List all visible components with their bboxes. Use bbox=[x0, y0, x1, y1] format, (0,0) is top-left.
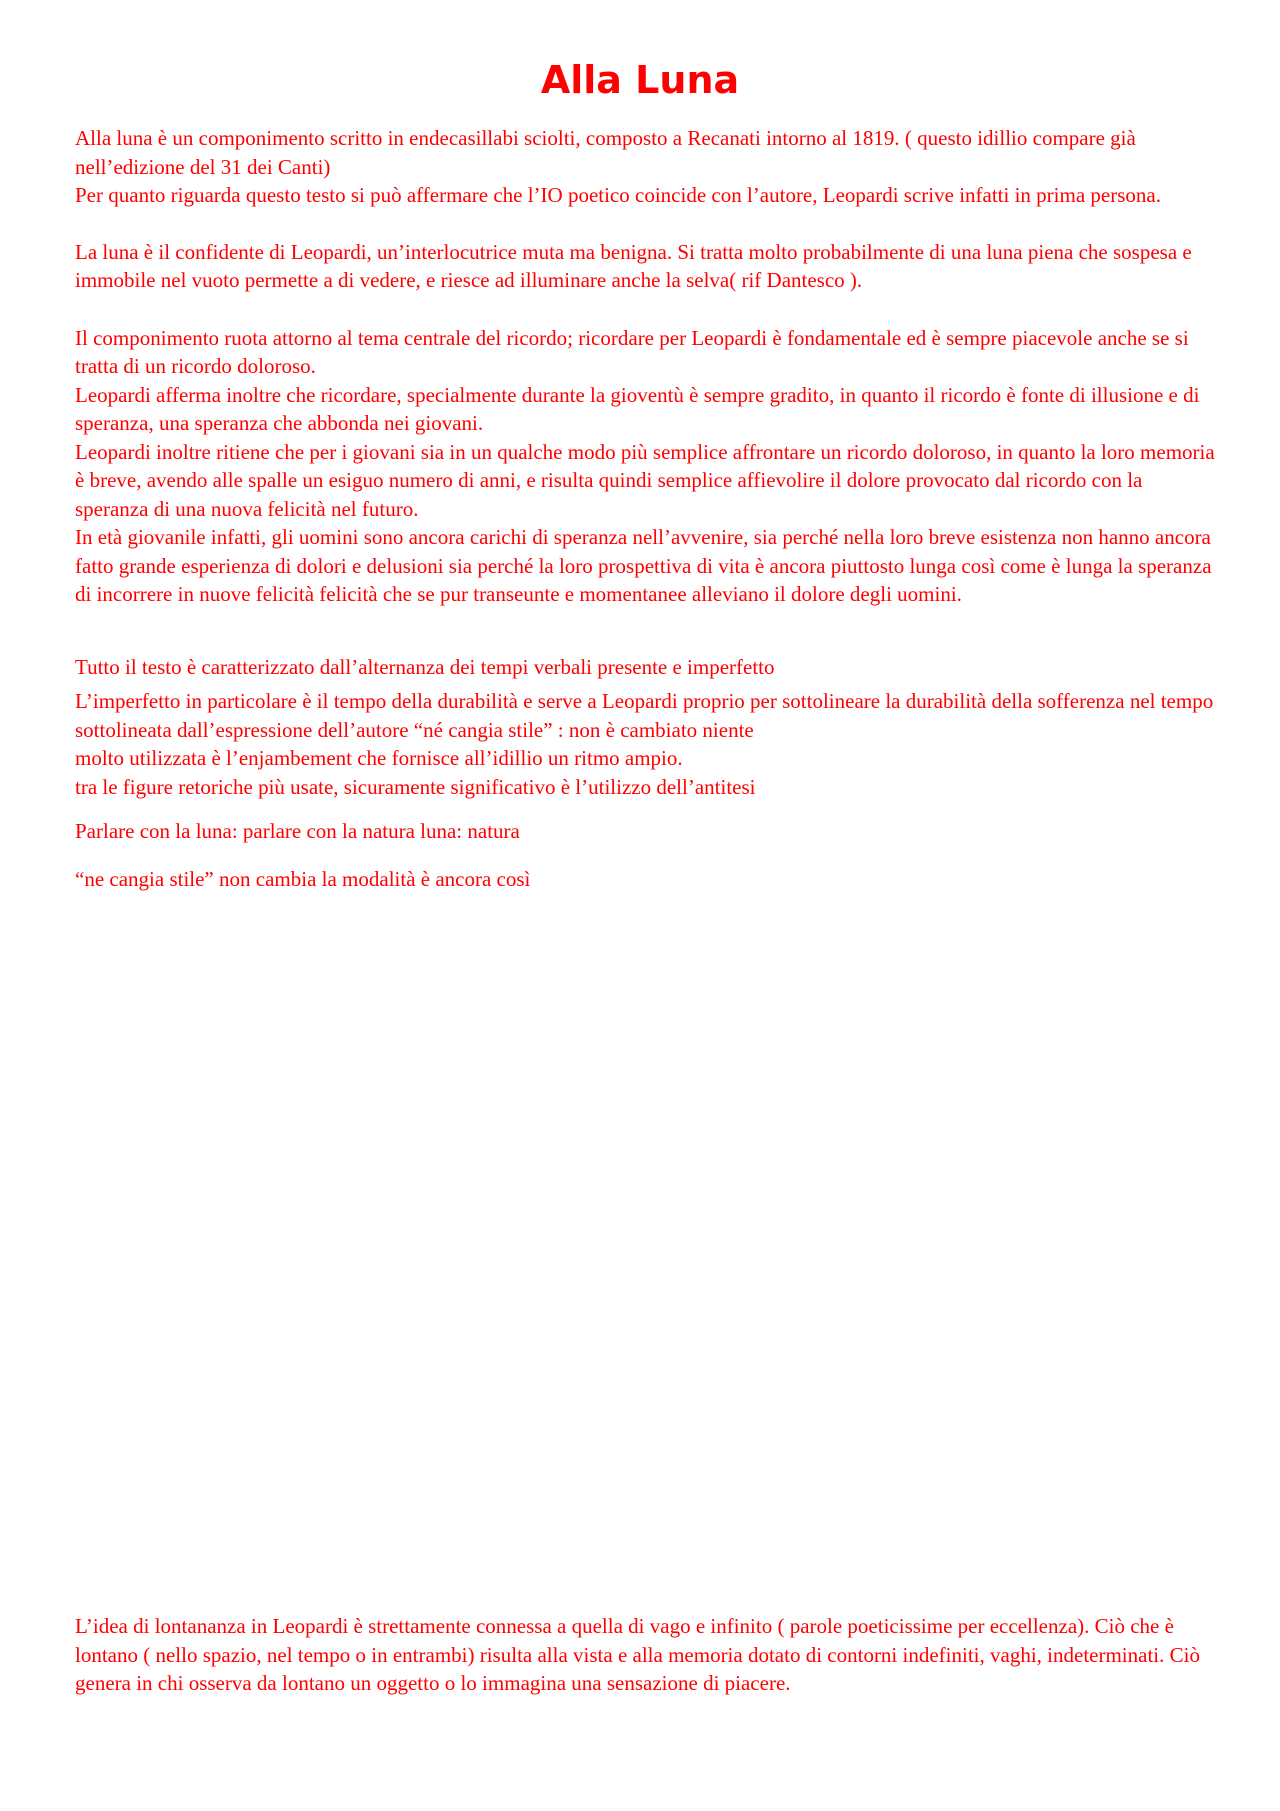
paragraph-spacer bbox=[75, 295, 1215, 324]
paragraph-lontananza: L’idea di lontananza in Leopardi è strettamente connessa a quella di vago e infinito ( parole poeticissime per eccellenza). Ciò che è lontano ( nello spazio, nel tempo o in entrambi) risulta alla vista e alla memoria dotato di contorni indefiniti, vaghi, indeterminati. Ciò genera in chi osserva da lontano un oggetto o lo immagina una sensazione di piacere. bbox=[75, 1614, 1200, 1695]
paragraph-spacer bbox=[75, 210, 1215, 238]
paragraph-imperfetto: L’imperfetto in particolare è il tempo della durabilità e serve a Leopardi proprio per sottolineare la durabilità della sofferenza nel tempo sottolineata dall’espressione dell’autore “né cangia stile” : non è cambiato niente bbox=[75, 689, 1214, 742]
paragraph-antitesi: tra le figure retoriche più usate, sicuramente significativo è l’utilizzo dell’antitesi bbox=[75, 774, 756, 799]
paragraph-enjambement: molto utilizzata è l’enjambement che fornisce all’idillio un ritmo ampio. bbox=[75, 746, 683, 770]
paragraph-memoria-breve: Leopardi inoltre ritiene che per i giovani sia in un qualche modo più semplice affrontare un ricordo doloroso, in quanto la loro memoria è breve, avendo alle spalle un esiguo numero di anni, e risulta quindi semplice affievolire il dolore provocato dal ricordo con la speranza di una nuova felicità nel futuro. bbox=[75, 439, 1215, 521]
paragraph-spacer bbox=[75, 801, 1215, 817]
paragraph-parlare-luna: Parlare con la luna: parlare con la natura luna: natura bbox=[75, 819, 520, 843]
paragraph-tema-ricordo: Il componimento ruota attorno al tema centrale del ricordo; ricordare per Leopardi è fondamentale ed è sempre piacevole anche se si tratta di un ricordo doloroso. bbox=[75, 325, 1189, 378]
page-title: Alla Luna bbox=[540, 58, 740, 102]
paragraph-eta-giovanile: In età giovanile infatti, gli uomini sono ancora carichi di speranza nell’avvenire, sia perché nella loro breve esistenza non hanno ancora fatto grande esperienza di dolori e delusioni sia perché la loro prospettiva di vita è ancora piuttosto lunga così come è lunga la speranza di incorrere in nuove felicità felicità che se pur transeunte e momentanee alleviano il dolore degli uomini. bbox=[75, 525, 1212, 606]
paragraph-intro: Alla luna è un componimento scritto in endecasillabi sciolti, composto a Recanati intorno al 1819. ( questo idillio compare già nell’edizione del 31 dei Canti) bbox=[75, 126, 1136, 179]
document-body bbox=[75, 124, 1215, 893]
paragraph-cangia-stile: “ne cangia stile” non cambia la modalità è ancora così bbox=[75, 866, 531, 891]
paragraph-luna-confidente: La luna è il confidente di Leopardi, un’interlocutrice muta ma benigna. Si tratta molto probabilmente di una luna piena che sospesa e immobile nel vuoto permette a di vedere, e riesce ad illuminare anche la selva( rif Dantesco ). bbox=[75, 239, 1192, 292]
paragraph-spacer bbox=[75, 846, 1215, 865]
paragraph-gioventu: Leopardi afferma inoltre che ricordare, specialmente durante la gioventù è sempre gradito, in quanto il ricordo è fonte di illusione e di speranza, una speranza che abbonda nei giovani. bbox=[75, 382, 1200, 435]
document-body-bottom bbox=[75, 1612, 1215, 1698]
paragraph-tempi-verbali: Tutto il testo è caratterizzato dall’alternanza dei tempi verbali presente e imperfetto bbox=[75, 654, 775, 679]
paragraph-spacer bbox=[75, 609, 1215, 653]
paragraph-io-poetico: Per quanto riguarda questo testo si può affermare che l’IO poetico coincide con l’autore, Leopardi scrive infatti in prima persona. bbox=[75, 183, 1161, 207]
